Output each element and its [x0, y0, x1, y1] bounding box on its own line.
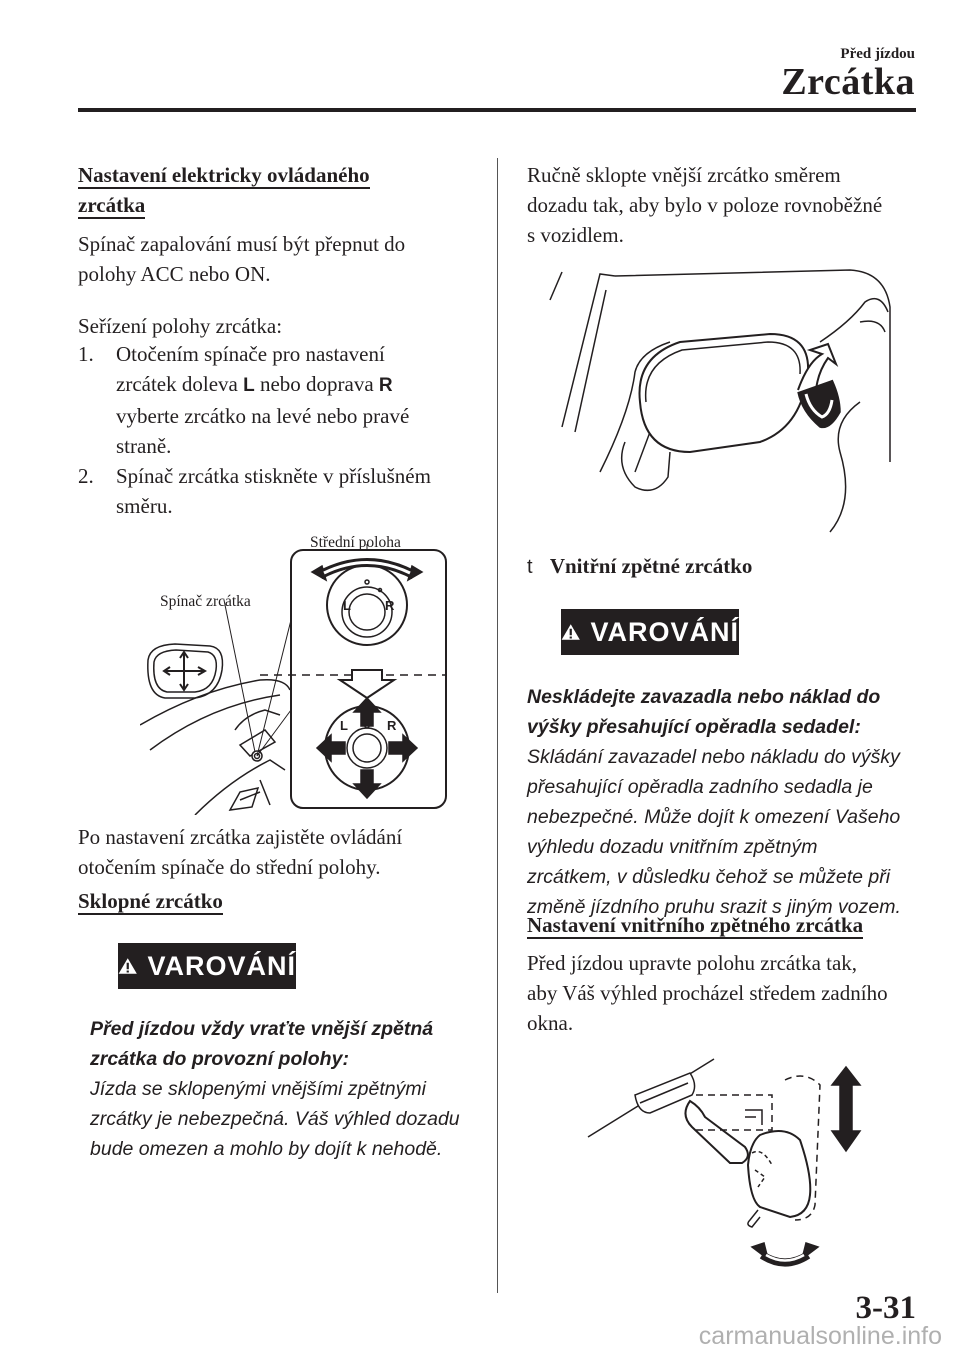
left-symbol: L — [243, 375, 255, 396]
section-label: Před jízdou — [840, 46, 915, 62]
column-divider — [497, 158, 498, 1293]
heading-adjust-inner-mirror: Nastavení vnitřního zpětného zrcátka — [527, 913, 864, 937]
watermark: carmanualsonline.info — [698, 1322, 942, 1350]
paragraph-inner-adjust: Před jízdou upravte polohu zrcátka tak, aby Váš výhled procházel středem zadního okna. — [527, 951, 888, 1035]
page-title: Zrcátka — [781, 61, 915, 103]
list-item: 2. Spínač zrcátka stiskněte v příslušném směru. — [78, 464, 431, 518]
right-symbol: R — [378, 375, 393, 396]
warning-icon — [561, 619, 580, 645]
inner-mirror-illustration — [580, 1055, 870, 1275]
folding-mirror-illustration — [540, 262, 900, 537]
figure-mirror-switch — [140, 530, 450, 815]
warning-icon — [118, 953, 137, 979]
label-mirror-switch: Spínač zrcátka — [160, 593, 251, 610]
page-number: 3-31 — [855, 1290, 916, 1326]
heading-electric-mirror: Nastavení elektricky ovládaného zrcátka — [78, 163, 370, 217]
warning-badge: VAROVÁNÍ — [561, 609, 739, 655]
knob-label-l: L — [343, 598, 351, 613]
paragraph-ignition: Spínač zapalování musí být přepnut do polohy ACC nebo ON. — [78, 232, 406, 286]
knob2-label-l: L — [340, 718, 348, 733]
warning-folding-mirror: Před jízdou vždy vraťte vnější zpětná zrcátka do provozní polohy: Jízda se sklopenými vnějšími zpětnými zrcátky je nebezpečná. Váš výhled dozadu bude omezen a mohlo by dojít k nehodě. — [90, 1018, 460, 1160]
bullet-marker: t — [527, 556, 533, 578]
list-item: 1. Otočením spínače pro nastavení zrcátek doleva L nebo doprava R vyberte zrcátko na levé nebo pravé straně. — [78, 342, 410, 458]
label-center-position: Střední poloha — [310, 534, 401, 551]
warning-badge: VAROVÁNÍ — [118, 943, 296, 989]
figure-folding-mirror — [540, 262, 900, 537]
warning-inner-mirror: Neskládejte zavazadla nebo náklad do výšky přesahující opěradla sedadel: Skládání zavazadel nebo nákladu do výšky přesahující opěradla zadního sedadla je nebezpečné. Může dojít k omezení Vašeho výhledu dozadu vnitřním zpětným zrcátkem, v důsledku čehož se můžete při změně jízdního pruhu srazit s jiným vozem. — [527, 686, 901, 918]
paragraph-after-adjust: Po nastavení zrcátka zajistěte ovládání otočením spínače do střední polohy. — [78, 825, 403, 879]
heading-folding-mirror: Sklopné zrcátko — [78, 889, 223, 913]
paragraph-adjust-intro: Seřízení polohy zrcátka: — [78, 314, 283, 338]
paragraph-fold-instructions: Ručně sklopte vnější zrcátko směrem dozadu tak, aby bylo v poloze rovnoběžné s vozidlem. — [527, 163, 883, 247]
knob2-label-r: R — [387, 718, 397, 733]
header-rule — [78, 108, 916, 112]
mirror-switch-illustration — [140, 530, 450, 815]
knob-label-r: R — [385, 598, 395, 613]
step-list — [78, 339, 488, 521]
figure-inner-mirror — [580, 1055, 870, 1275]
heading-inner-mirror: t Vnitřní zpětné zrcátko — [527, 554, 753, 578]
